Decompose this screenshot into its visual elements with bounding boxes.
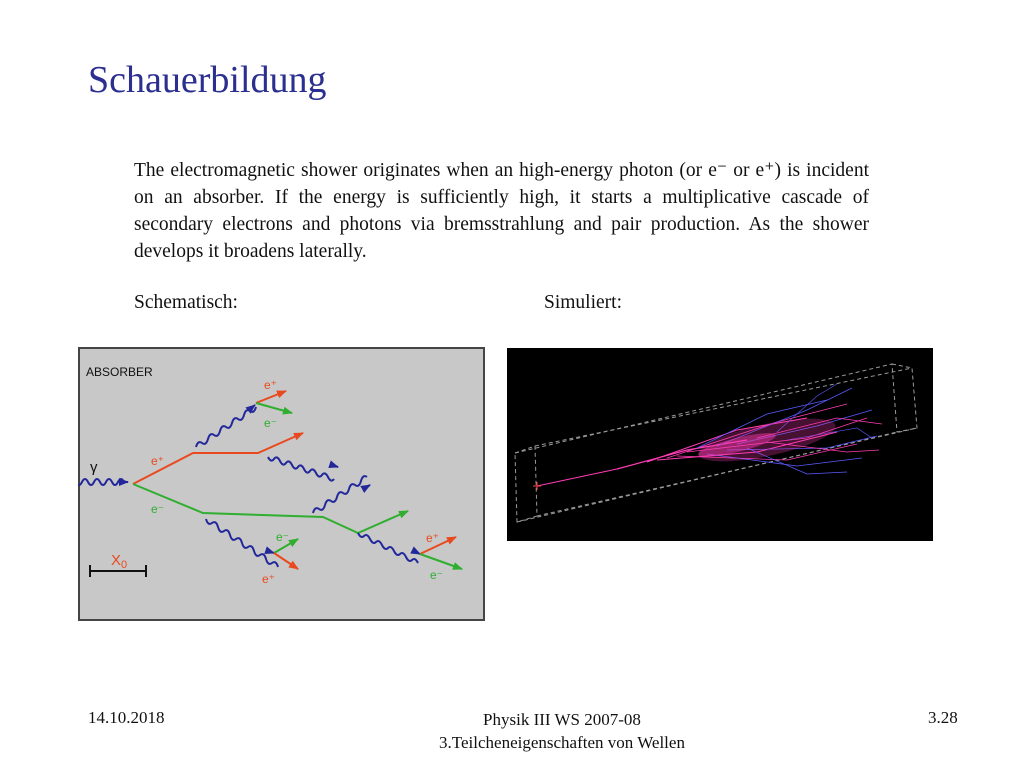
radiation-length-label: $X_0$ (111, 552, 128, 571)
footer-course: Physik III WS 2007-08 (483, 710, 641, 729)
simulated-shower-image (507, 348, 933, 541)
footer-center (362, 708, 762, 754)
label-simulated: Simuliert: (544, 292, 622, 313)
label-e-plus-1: e⁺ (151, 454, 165, 468)
label-e-plus-2: e⁺ (264, 378, 278, 392)
label-e-plus-4: e⁺ (426, 531, 440, 545)
footer-date: 14.10.2018 (88, 708, 165, 727)
label-schematic: Schematisch: (134, 292, 238, 313)
gamma-label: γ (90, 459, 98, 476)
slide-title: Schauerbildung (88, 59, 327, 101)
label-e-plus-3: e⁺ (262, 572, 276, 586)
label-e-minus-4: e⁻ (430, 568, 444, 582)
footer-chapter: 3.Teilcheneigenschaften von Wellen (439, 733, 685, 752)
label-e-minus-2: e⁻ (264, 416, 278, 430)
footer-page-number: 3.28 (928, 708, 958, 727)
label-e-minus-3: e⁻ (276, 530, 290, 544)
body-paragraph: The electromagnetic shower originates when an high-energy photon (or e⁻ or e⁺) is incident on an absorber. If the energy is sufficiently high, it starts a multiplicative cascade of secondary electrons and photons via bremsstrahlung and pair production. As the shower develops it broadens laterally. (134, 160, 869, 262)
absorber-label: ABSORBER (86, 365, 153, 379)
absorber-box (79, 348, 484, 620)
schematic-diagram (78, 347, 485, 621)
label-e-minus-1: e⁻ (151, 502, 165, 516)
